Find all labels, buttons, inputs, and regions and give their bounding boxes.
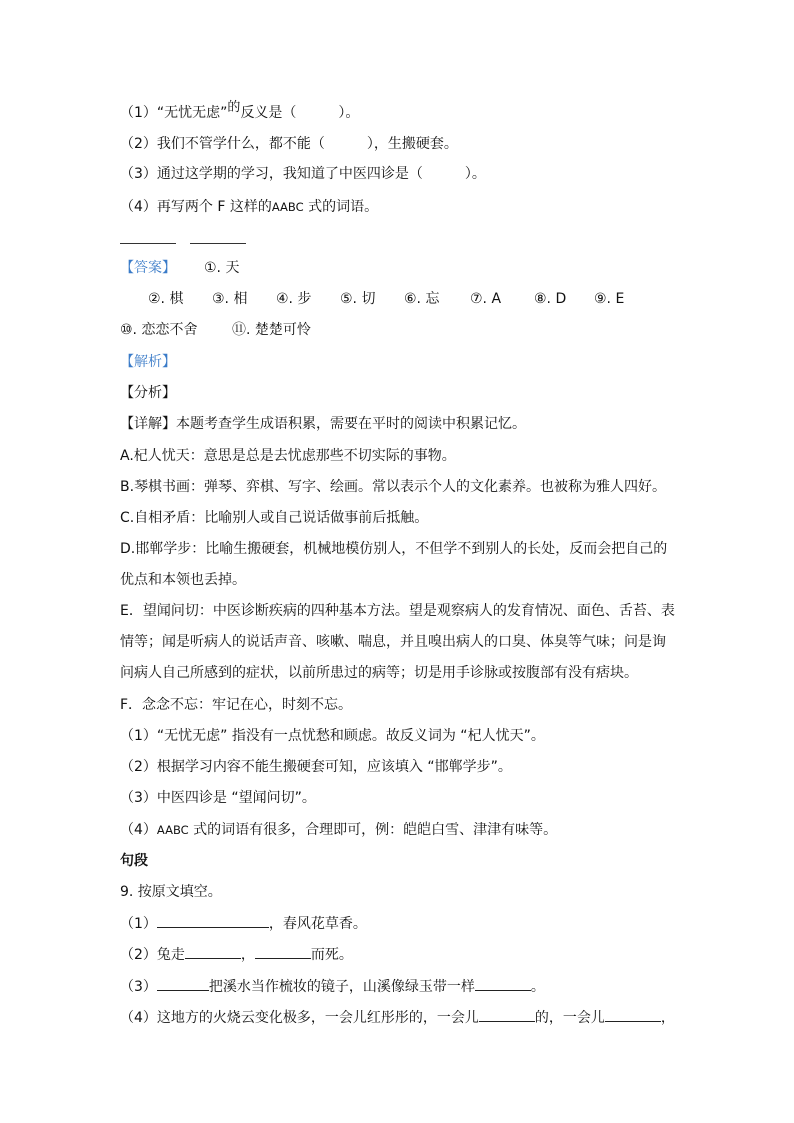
explanation-4: （4）AABC 式的词语有很多，合理即可，例：皑皑白雪、津津有味等。 [120, 822, 558, 838]
question-1: （1）“无忧无虑”的反义是（ ）。 [120, 100, 360, 121]
option-a: A.杞人忧天：意思是总是去忧虑那些不切实际的事物。 [120, 448, 456, 464]
section-heading: 句段 [120, 853, 148, 869]
option-b: B.琴棋书画：弹琴、弈棋、写字、绘画。常以表示个人的文化素养。也被称为雅人四好。 [120, 479, 667, 495]
q9-line-2: （2）兔走 ， 而死。 [120, 944, 353, 965]
answer-row-2: ②. 棋 ③. 相 ④. 步 ⑤. 切 ⑥. 忘 ⑦. A ⑧. D ⑨. E [148, 291, 625, 307]
answer-blank-1 [120, 243, 176, 244]
q9-line-4: （4）这地方的火烧云变化极多，一会儿红彤彤的，一会儿 的，一会儿 ， [120, 1007, 675, 1028]
explanation-3: （3）中医四诊是 “望闻问切”。 [120, 790, 316, 806]
option-f: F．念念不忘：牢记在心，时刻不忘。 [120, 697, 353, 713]
fill-blank[interactable] [157, 976, 209, 991]
question-2: （2）我们不管学什么，都不能（ ），生搬硬套。 [120, 136, 458, 152]
fill-blank[interactable] [185, 944, 241, 959]
q9-title: 9. 按原文填空。 [120, 884, 222, 900]
option-e-1: E．望闻问切：中医诊断疾病的四种基本方法。望是观察病人的发育情况、面色、舌苔、表 [120, 603, 675, 619]
answer-row-3: ⑩. 恋恋不舍 ⑪. 楚楚可怜 [120, 322, 311, 338]
explanation-1: （1）“无忧无虑” 指没有一点忧愁和顾虑。故反义词为 “杞人忧天”。 [120, 728, 545, 744]
option-e-2: 情等；闻是听病人的说话声音、咳嗽、喘息，并且嗅出病人的口臭、体臭等气味；问是询 [120, 634, 666, 650]
answer-label: 【答案】 [120, 260, 176, 276]
fill-blank[interactable] [157, 913, 269, 928]
fill-blank[interactable] [255, 944, 311, 959]
answer-blank-2 [190, 243, 246, 244]
answer-row-1: 【答案】 ①. 天 [120, 260, 240, 276]
detail: 【详解】本题考查学生成语积累，需要在平时的阅读中积累记忆。 [120, 416, 526, 432]
option-d: D.邯郸学步：比喻生搬硬套，机械地模仿别人，不但学不到别人的长处，反而会把自己的 [120, 541, 668, 557]
fenxi-label: 【分析】 [120, 385, 176, 401]
fill-blank[interactable] [605, 1007, 661, 1022]
explanation-2: （2）根据学习内容不能生搬硬套可知，应该填入 “邯郸学步”。 [120, 759, 512, 775]
q9-line-3: （3） 把溪水当作梳妆的镜子，山溪像绿玉带一样 。 [120, 976, 545, 997]
jiexi-label: 【解析】 [120, 354, 176, 370]
fill-blank[interactable] [475, 976, 531, 991]
option-d-cont: 优点和本领也丢掉。 [120, 572, 246, 588]
option-e-3: 问病人自己所感到的症状，以前所患过的病等；切是用手诊脉或按腹部有没有痞块。 [120, 665, 638, 681]
question-4: （4）再写两个 F 这样的AABC 式的词语。 [120, 199, 379, 215]
q9-line-1: （1） ，春风花草香。 [120, 913, 367, 934]
question-3: （3）通过这学期的学习，我知道了中医四诊是（ ）。 [120, 166, 486, 182]
fill-blank[interactable] [479, 1007, 535, 1022]
option-c: C.自相矛盾：比喻别人或自己说话做事前后抵触。 [120, 510, 429, 526]
